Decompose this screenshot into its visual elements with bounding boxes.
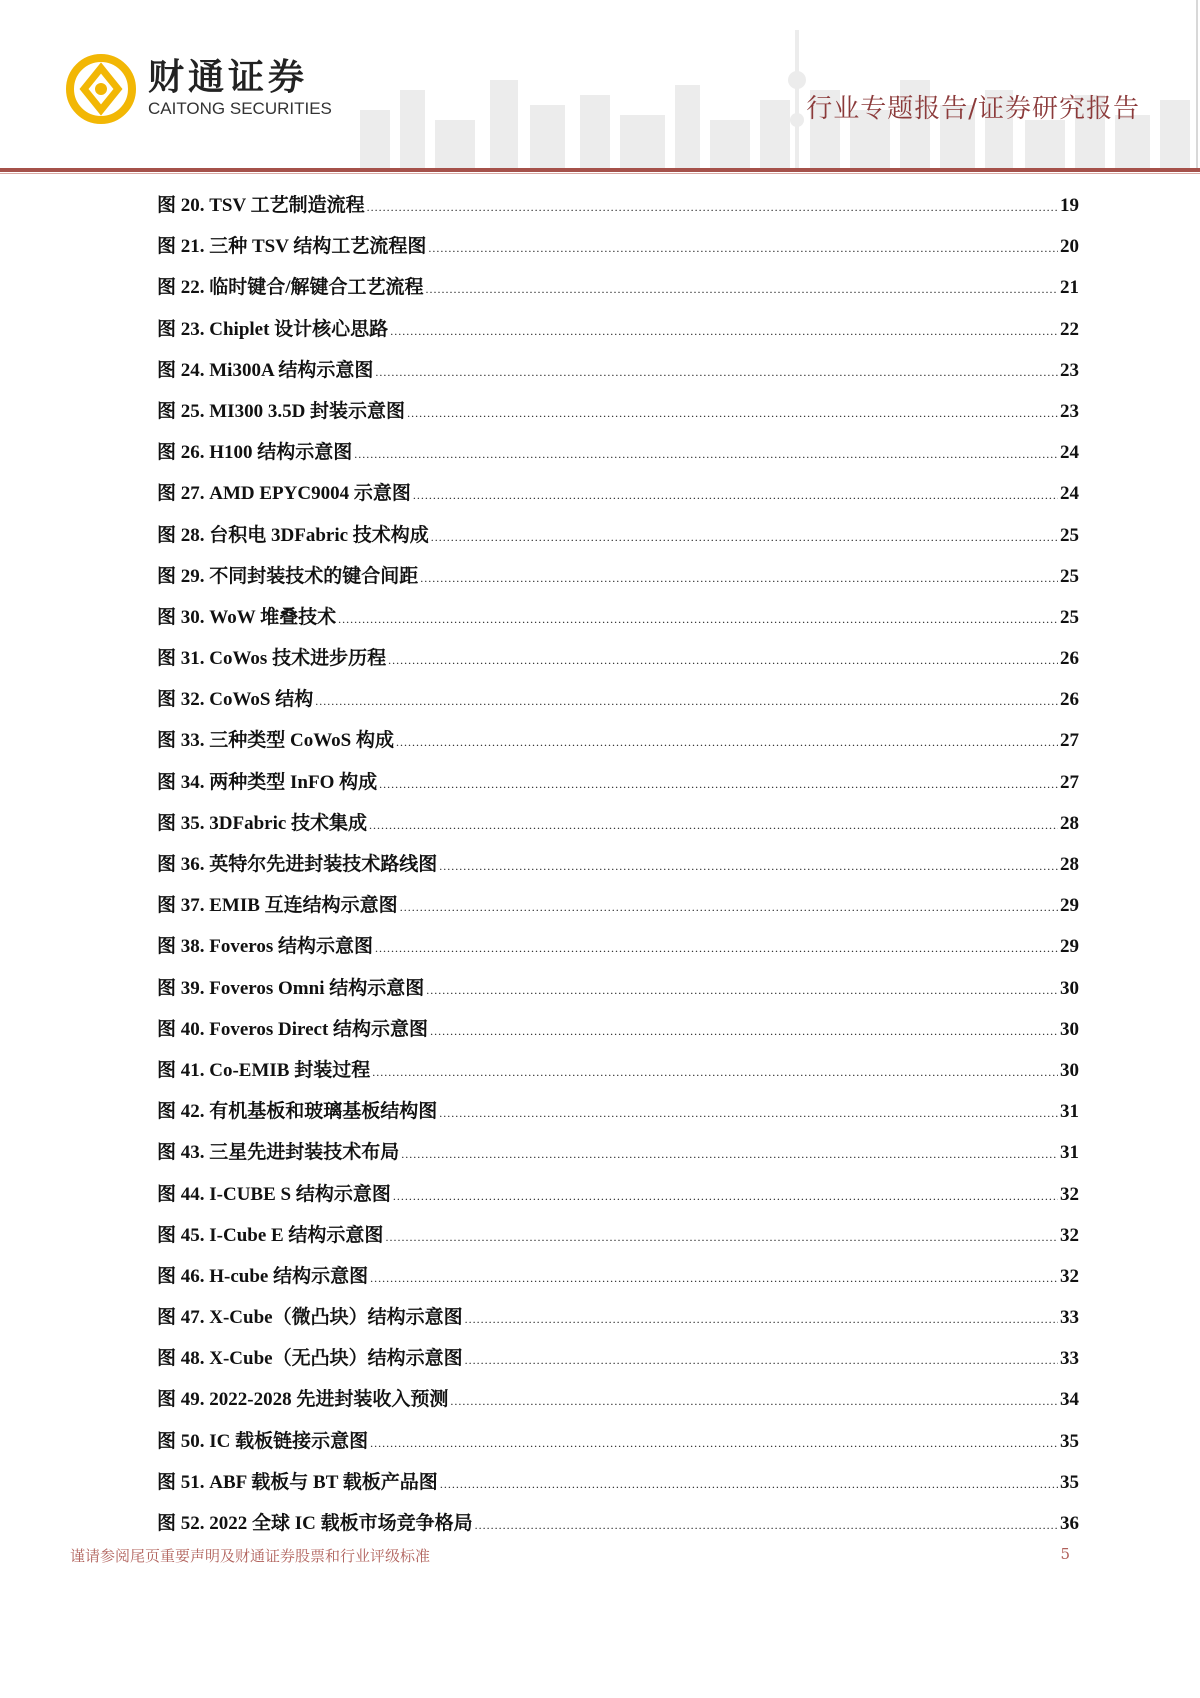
toc-entry-label: 图 40. Foveros Direct 结构示意图	[157, 1018, 429, 1040]
toc-entry[interactable]	[157, 931, 1079, 972]
toc-entry-page: 32	[1060, 1224, 1079, 1246]
toc-entry-page: 27	[1060, 771, 1079, 793]
toc-entry-page: 27	[1060, 730, 1079, 752]
logo-emblem-icon	[66, 54, 136, 124]
dot-leader	[370, 1271, 1058, 1286]
dot-leader	[450, 1394, 1058, 1409]
logo-english-name: CAITONG SECURITIES	[148, 99, 332, 118]
toc-entry[interactable]	[157, 1137, 1079, 1178]
toc-entry-label: 图 33. 三种类型 CoWoS 构成	[157, 730, 394, 752]
dot-leader	[375, 941, 1058, 956]
toc-entry[interactable]	[157, 890, 1079, 931]
toc-entry[interactable]	[157, 561, 1079, 602]
header-divider	[0, 168, 1200, 172]
dot-leader	[426, 983, 1058, 998]
toc-entry-label: 图 52. 2022 全球 IC 载板市场竞争格局	[157, 1513, 473, 1534]
dot-leader	[379, 777, 1058, 792]
toc-entry-label: 图 48. X-Cube（无凸块）结构示意图	[157, 1348, 463, 1370]
toc-entry-page: 35	[1060, 1471, 1079, 1493]
toc-entry-page: 29	[1060, 936, 1079, 958]
toc-entry-label: 图 35. 3DFabric 技术集成	[157, 812, 368, 834]
toc-entry[interactable]	[157, 1096, 1079, 1137]
dot-leader	[465, 1312, 1058, 1327]
dot-leader	[413, 488, 1058, 503]
toc-entry-page: 25	[1060, 606, 1079, 628]
toc-entry[interactable]	[157, 1384, 1079, 1425]
toc-entry-label: 图 44. I-CUBE S 结构示意图	[157, 1183, 391, 1205]
toc-entry-label: 图 34. 两种类型 InFO 构成	[157, 771, 378, 793]
dot-leader	[385, 1230, 1058, 1245]
page-footer	[70, 1545, 1070, 1566]
toc-entry-page: 21	[1060, 277, 1079, 299]
dot-leader	[431, 530, 1058, 545]
toc-entry-page: 35	[1060, 1430, 1079, 1452]
toc-entry[interactable]	[157, 808, 1079, 849]
toc-entry-page: 23	[1060, 359, 1079, 381]
toc-entry-page: 33	[1060, 1307, 1079, 1329]
toc-entry[interactable]	[157, 1426, 1079, 1467]
toc-entry-page: 30	[1060, 977, 1079, 999]
toc-entry[interactable]	[157, 1220, 1079, 1261]
toc-entry-label: 图 50. IC 载板链接示意图	[157, 1430, 369, 1452]
toc-entry-label: 图 45. I-Cube E 结构示意图	[157, 1224, 384, 1246]
toc-entry-label: 图 47. X-Cube（微凸块）结构示意图	[157, 1307, 463, 1329]
toc-entry-page: 31	[1060, 1142, 1079, 1164]
toc-entry[interactable]	[157, 725, 1079, 766]
toc-entry-page: 25	[1060, 524, 1079, 546]
toc-entry[interactable]	[157, 1179, 1079, 1220]
toc-entry[interactable]	[157, 602, 1079, 643]
toc-entry-label: 图 28. 台积电 3DFabric 技术构成	[157, 524, 429, 546]
toc-entry-label: 图 46. H-cube 结构示意图	[157, 1265, 369, 1287]
toc-entry-label: 图 38. Foveros 结构示意图	[157, 936, 374, 958]
dot-leader	[388, 653, 1058, 668]
toc-entry[interactable]	[157, 272, 1079, 313]
toc-entry-label: 图 29. 不同封装技术的键合间距	[157, 565, 419, 587]
toc-entry-page: 32	[1060, 1265, 1079, 1287]
toc-entry-page: 25	[1060, 565, 1079, 587]
company-logo	[66, 54, 332, 124]
toc-entry[interactable]	[157, 684, 1079, 725]
toc-entry[interactable]	[157, 1467, 1079, 1508]
dot-leader	[400, 900, 1058, 915]
toc-entry-label: 图 20. TSV 工艺制造流程	[157, 195, 365, 216]
toc-entry-page: 32	[1060, 1183, 1079, 1205]
toc-entry[interactable]	[157, 231, 1079, 272]
toc-entry-page: 30	[1060, 1059, 1079, 1081]
toc-entry-label: 图 31. CoWos 技术进步历程	[157, 648, 387, 670]
toc-entry-page: 30	[1060, 1018, 1079, 1040]
toc-entry-label: 图 26. H100 结构示意图	[157, 442, 353, 464]
dot-leader	[420, 571, 1058, 586]
dot-leader	[390, 324, 1058, 339]
header-divider-shadow	[0, 173, 1200, 174]
figure-table-of-contents	[157, 190, 1079, 1549]
toc-entry[interactable]	[157, 520, 1079, 561]
toc-entry[interactable]	[157, 190, 1079, 231]
toc-entry-label: 图 27. AMD EPYC9004 示意图	[157, 483, 411, 505]
toc-entry[interactable]	[157, 643, 1079, 684]
toc-entry[interactable]	[157, 478, 1079, 519]
toc-entry-label: 图 22. 临时键合/解键合工艺流程	[157, 277, 424, 299]
dot-leader	[393, 1189, 1058, 1204]
toc-entry[interactable]	[157, 1508, 1079, 1549]
dot-leader	[407, 406, 1058, 421]
toc-entry-label: 图 32. CoWoS 结构	[157, 689, 314, 711]
toc-entry[interactable]	[157, 355, 1079, 396]
toc-entry-label: 图 30. WoW 堆叠技术	[157, 606, 337, 628]
toc-entry[interactable]	[157, 767, 1079, 808]
dot-leader	[430, 1024, 1058, 1039]
toc-entry-page: 28	[1060, 812, 1079, 834]
dot-leader	[375, 365, 1058, 380]
toc-entry-page: 36	[1060, 1513, 1079, 1534]
toc-entry-label: 图 41. Co-EMIB 封装过程	[157, 1059, 371, 1081]
toc-entry-page: 24	[1060, 442, 1079, 464]
toc-entry-label: 图 39. Foveros Omni 结构示意图	[157, 977, 425, 999]
dot-leader	[354, 447, 1058, 462]
dot-leader	[426, 282, 1058, 297]
toc-entry[interactable]	[157, 437, 1079, 478]
dot-leader	[372, 1065, 1058, 1080]
report-type-label: 行业专题报告/证券研究报告	[806, 94, 1140, 124]
dot-leader	[439, 859, 1058, 874]
page-number: 5	[1060, 1545, 1070, 1563]
page-header	[0, 0, 1200, 170]
dot-leader	[396, 735, 1058, 750]
toc-entry-label: 图 42. 有机基板和玻璃基板结构图	[157, 1101, 438, 1123]
toc-entry[interactable]	[157, 396, 1079, 437]
toc-entry-label: 图 51. ABF 载板与 BT 载板产品图	[157, 1471, 438, 1493]
toc-entry[interactable]	[157, 1014, 1079, 1055]
toc-entry-label: 图 25. MI300 3.5D 封装示意图	[157, 400, 406, 422]
dot-leader	[440, 1477, 1058, 1492]
toc-entry-page: 26	[1060, 689, 1079, 711]
page-edge	[1196, 0, 1198, 170]
toc-entry-label: 图 36. 英特尔先进封装技术路线图	[157, 854, 438, 875]
toc-entry-label: 图 43. 三星先进封装技术布局	[157, 1142, 400, 1164]
toc-entry-page: 28	[1060, 854, 1079, 875]
toc-entry-label: 图 24. Mi300A 结构示意图	[157, 359, 374, 381]
toc-entry-page: 24	[1060, 483, 1079, 505]
toc-entry-page: 20	[1060, 236, 1079, 258]
dot-leader	[367, 200, 1058, 215]
toc-entry-page: 31	[1060, 1101, 1079, 1123]
toc-entry-page: 26	[1060, 648, 1079, 670]
toc-entry-label: 图 37. EMIB 互连结构示意图	[157, 895, 398, 917]
toc-entry-page: 29	[1060, 895, 1079, 917]
toc-entry[interactable]	[157, 1055, 1079, 1096]
toc-entry-page: 19	[1060, 195, 1079, 216]
dot-leader	[370, 1436, 1058, 1451]
toc-entry[interactable]	[157, 314, 1079, 355]
dot-leader	[338, 612, 1058, 627]
toc-entry-page: 33	[1060, 1348, 1079, 1370]
dot-leader	[401, 1147, 1058, 1162]
dot-leader	[475, 1518, 1058, 1533]
toc-entry-page: 23	[1060, 400, 1079, 422]
toc-entry[interactable]	[157, 973, 1079, 1014]
toc-entry[interactable]	[157, 1302, 1079, 1343]
dot-leader	[439, 1106, 1058, 1121]
toc-entry-page: 34	[1060, 1389, 1079, 1411]
toc-entry[interactable]	[157, 1261, 1079, 1302]
toc-entry-page: 22	[1060, 318, 1079, 340]
toc-entry[interactable]	[157, 1343, 1079, 1384]
dot-leader	[465, 1353, 1058, 1368]
dot-leader	[369, 818, 1058, 833]
toc-entry-label: 图 49. 2022-2028 先进封装收入预测	[157, 1389, 449, 1411]
toc-entry-label: 图 23. Chiplet 设计核心思路	[157, 318, 389, 340]
dot-leader	[315, 694, 1058, 709]
footer-disclaimer: 谨请参阅尾页重要声明及财通证券股票和行业评级标准	[70, 1547, 431, 1565]
toc-entry-label: 图 21. 三种 TSV 结构工艺流程图	[157, 236, 427, 258]
toc-entry[interactable]	[157, 849, 1079, 890]
logo-chinese-name: 财通证券	[148, 57, 309, 98]
dot-leader	[428, 241, 1058, 256]
